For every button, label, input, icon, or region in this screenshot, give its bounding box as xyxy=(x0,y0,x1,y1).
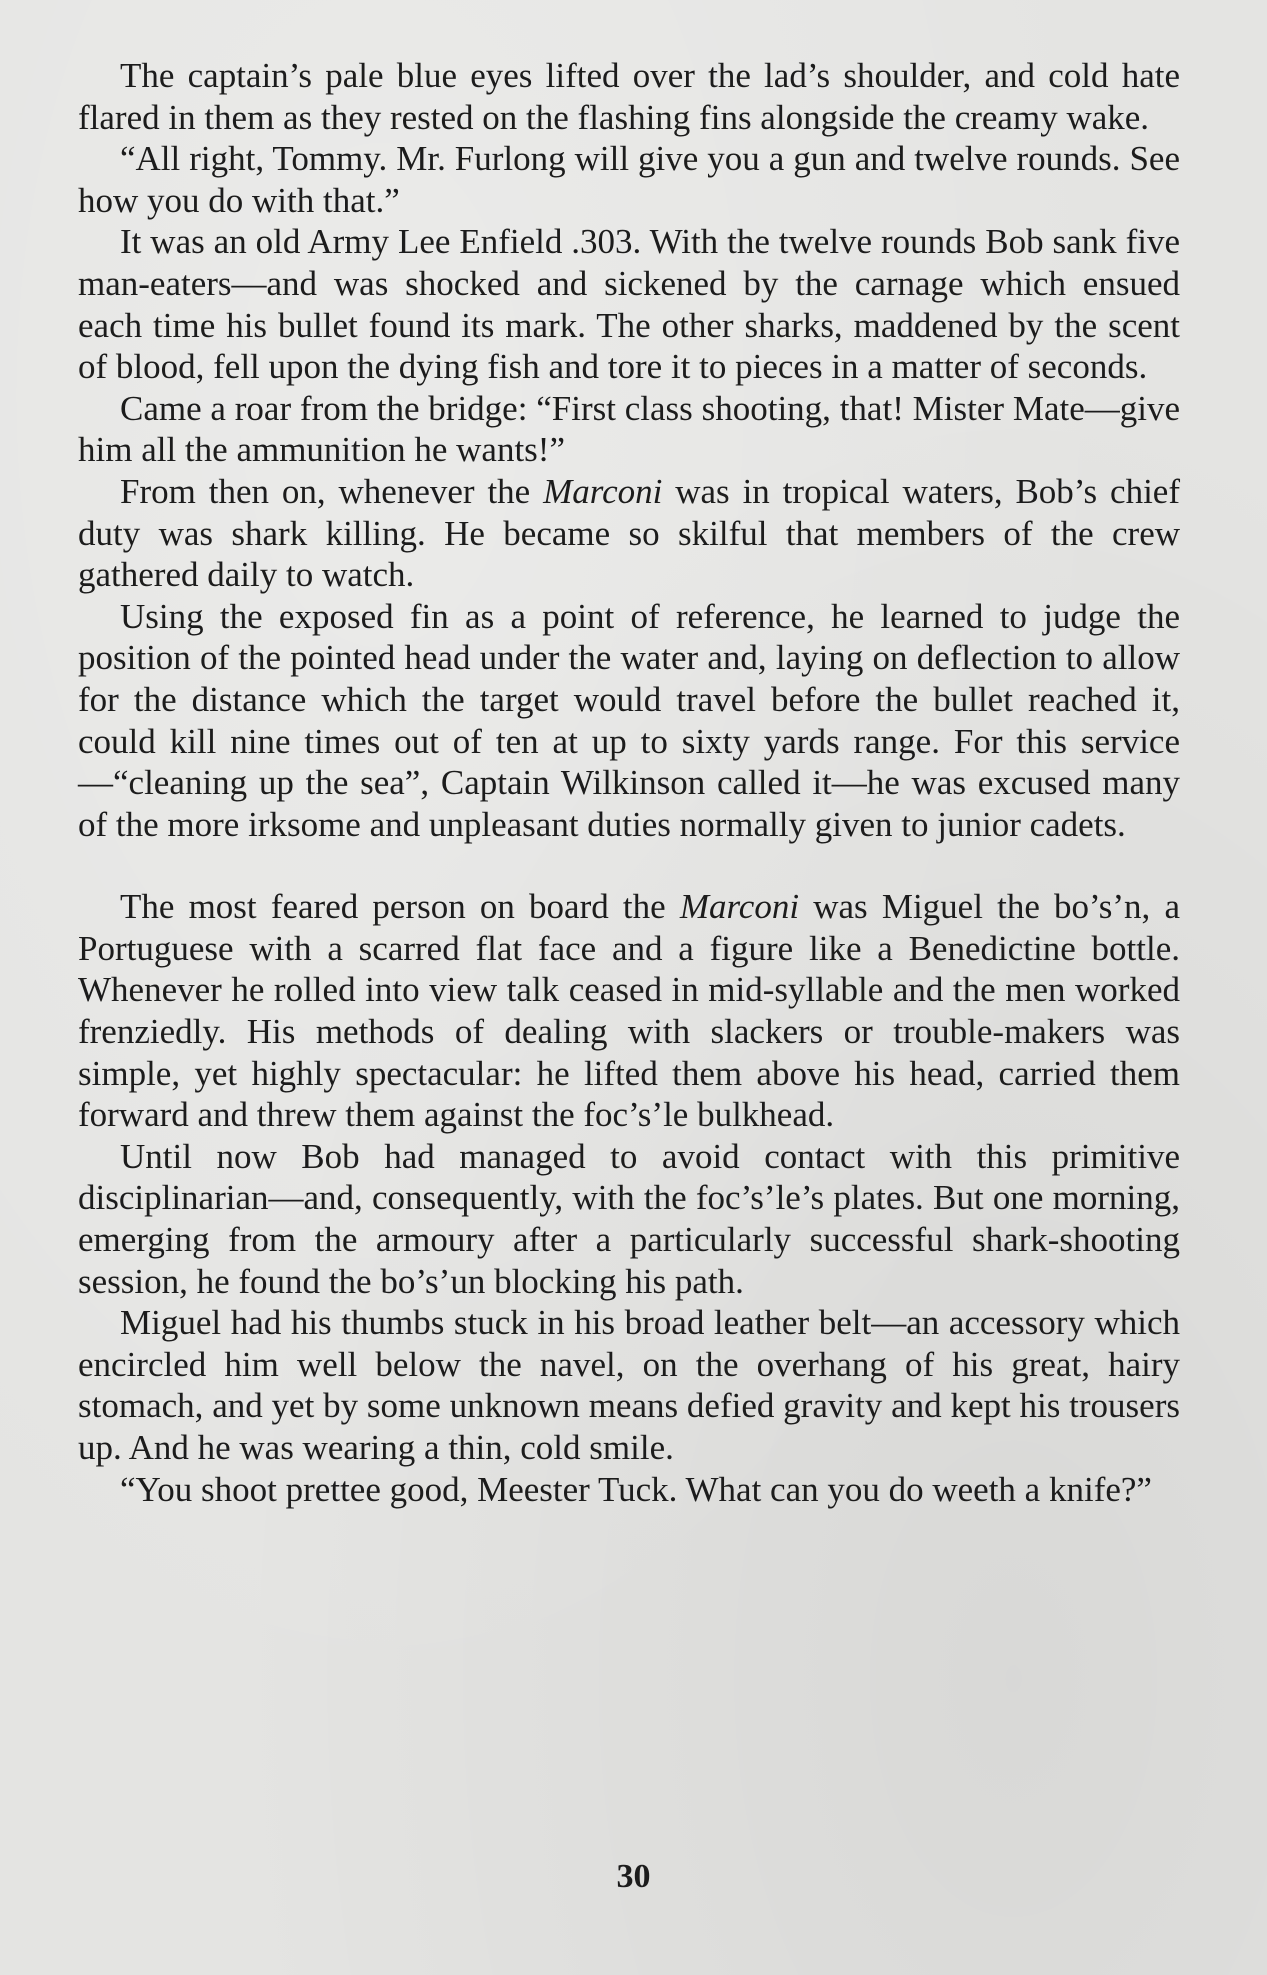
paragraph-text: Until now Bob had managed to avoid contact with this primitive disciplinarian—and, consequently, with the foc’s’le’s plates. But one morning, emerging from the armoury after a particularly successful shark-shooting session, he found the bo’s’un blocking his path. xyxy=(78,1136,1180,1301)
paragraph-text: was in tropical waters, Bob’s chief duty was shark killing. He became so skilful that members of the crew gathered daily to watch. xyxy=(78,471,1180,595)
paragraph xyxy=(78,55,1180,138)
paragraph-text: It was an old Army Lee Enfield .303. With the twelve rounds Bob sank five man-eaters—and was shocked and sickened by the carnage which ensued each time his bullet found its mark. The other sharks, maddened by the scent of blood, fell upon the dying fish and tore it to pieces in a matter of seconds. xyxy=(78,222,1180,387)
paragraph xyxy=(78,221,1180,387)
paragraph-text: Came a roar from the bridge: “First class shooting, that! Mister Mate—give him all the ammunition he wants!” xyxy=(78,388,1180,470)
paragraph-text: The most feared person on board the xyxy=(120,887,680,927)
ship-name-italic: Marconi xyxy=(543,471,663,511)
paragraph-text: Miguel had his thumbs stuck in his broad leather belt—an accessory which encircled him well below the navel, on the overhang of his great, hairy stomach, and yet by some unknown means defied gravity and kept his trousers up. And he was wearing a thin, cold smile. xyxy=(78,1303,1180,1467)
paragraph xyxy=(78,886,1180,1136)
paragraph xyxy=(78,1469,1180,1511)
body-text xyxy=(78,55,1180,1510)
paragraph-text: The captain’s pale blue eyes lifted over the lad’s shoulder, and cold hate flared in them as they rested on the flashing fins alongside the creamy wake. xyxy=(78,56,1180,137)
paragraph xyxy=(78,388,1180,471)
paragraph xyxy=(78,471,1180,596)
section-break xyxy=(78,845,1180,886)
paragraph-text: Using the exposed fin as a point of reference, he learned to judge the position of the pointed head under the water and, laying on deflection to allow for the distance which the target would travel before the bullet reached it, could kill nine times out of ten at up to sixty yards range. For this service—“cleaning up the sea”, Captain Wilkinson called it—he was excused many of the more irksome and unpleasant duties normally given to junior cadets. xyxy=(78,596,1180,844)
paragraph xyxy=(78,1302,1180,1468)
paragraph xyxy=(78,596,1180,846)
paragraph-text: was Miguel the bo’s’n, a Portuguese with a scarred flat face and a figure like a Benedictine bottle. Whenever he rolled into view talk ceased in mid-syllable and the men worked frenziedly. His methods of dealing with slackers or trouble-makers was simple, yet highly spectacular: he lifted them above his head, carried them forward and threw them against the foc’s’le bulkhead. xyxy=(78,887,1180,1135)
paragraph-text: “All right, Tommy. Mr. Furlong will give you a gun and twelve rounds. See how you do with that.” xyxy=(78,139,1180,220)
paragraph-text: From then on, whenever the xyxy=(120,471,544,511)
paragraph-text: “You shoot prettee good, Meester Tuck. What can you do weeth a knife?” xyxy=(120,1469,1152,1509)
paragraph xyxy=(78,138,1180,221)
paragraph xyxy=(78,1136,1180,1302)
ship-name-italic: Marconi xyxy=(679,887,800,927)
page-number: 30 xyxy=(616,1858,651,1895)
